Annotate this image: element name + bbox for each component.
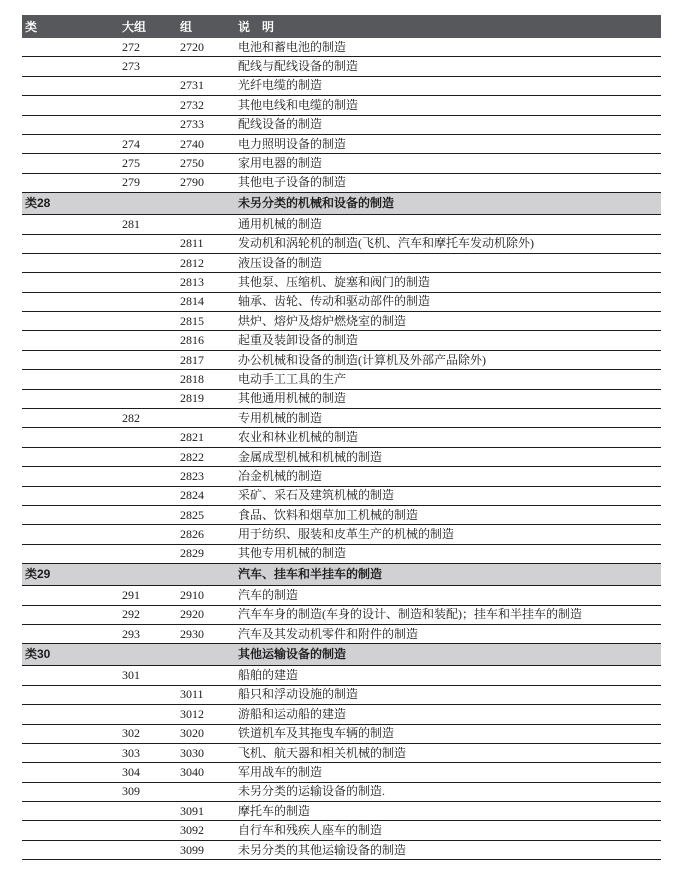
description-cell: 未另分类的其他运输设备的制造 (238, 842, 407, 857)
description-cell: 汽车车身的制造(车身的设计、制造和装配)；挂车和半挂车的制造 (238, 607, 582, 622)
table-row (22, 586, 661, 605)
header-cell-description: 说 明 (238, 20, 275, 34)
description-cell: 自行车和残疾人座车的制造 (238, 823, 383, 838)
table-row (22, 57, 661, 76)
table-row (22, 686, 661, 705)
group-cell: 3020 (180, 726, 204, 741)
group-cell: 2790 (180, 175, 204, 190)
description-cell: 其他泵、压缩机、旋塞和阀门的制造 (238, 275, 431, 289)
header-cell-division: 大组 (122, 20, 147, 34)
table-row (22, 96, 661, 115)
division-cell: 273 (122, 59, 140, 74)
description-cell: 军用战车的制造 (238, 764, 323, 779)
group-cell: 2740 (180, 136, 204, 151)
description-cell: 食品、饮料和烟草加工机械的制造 (238, 507, 419, 522)
group-cell: 2829 (180, 546, 204, 561)
group-cell: 3099 (180, 842, 204, 857)
group-cell: 2910 (180, 587, 204, 602)
table-row (22, 763, 661, 782)
group-cell: 3040 (180, 764, 204, 779)
description-cell: 专用机械的制造 (238, 410, 323, 425)
table-row (22, 625, 661, 644)
table-row (22, 116, 661, 135)
class-cell: 类28 (25, 196, 51, 211)
description-cell: 摩托车的制造 (238, 803, 311, 818)
description-cell: 其他运输设备的制造 (238, 647, 347, 662)
description-cell: 配线设备的制造 (238, 117, 323, 132)
table-row (22, 390, 661, 409)
group-cell: 2822 (180, 449, 204, 464)
description-cell: 起重及装卸设备的制造 (238, 333, 359, 348)
table-row (22, 235, 661, 254)
table-row (22, 448, 661, 467)
table-row (22, 174, 661, 193)
table-row (22, 154, 661, 173)
description-cell: 铁道机车及其拖曳车辆的制造 (238, 726, 395, 741)
division-cell: 275 (122, 156, 140, 171)
section-row (22, 564, 661, 586)
group-cell: 2824 (180, 488, 204, 503)
division-cell: 291 (122, 587, 140, 602)
group-cell: 3091 (180, 803, 204, 818)
group-cell: 2920 (180, 607, 204, 622)
description-cell: 通用机械的制造 (238, 216, 323, 231)
table-row (22, 77, 661, 96)
table-row (22, 135, 661, 154)
division-cell: 309 (122, 784, 140, 799)
table-row (22, 215, 661, 234)
group-cell: 2731 (180, 78, 204, 93)
description-cell: 汽车、挂车和半挂车的制造 (238, 567, 383, 582)
description-cell: 轴承、齿轮、传动和驱动部件的制造 (238, 294, 431, 309)
group-cell: 2826 (180, 527, 204, 542)
class-cell: 类30 (25, 647, 51, 662)
table-row (22, 606, 661, 625)
description-cell: 烘炉、熔炉及熔炉燃烧室的制造 (238, 313, 407, 328)
industry-classification-table (22, 15, 661, 860)
group-cell: 2732 (180, 97, 204, 112)
table-row (22, 293, 661, 312)
group-cell: 2825 (180, 507, 204, 522)
group-cell: 2812 (180, 255, 204, 270)
group-cell: 2823 (180, 468, 204, 483)
table-row (22, 428, 661, 447)
description-cell: 家用电器的制造 (238, 156, 323, 171)
section-row (22, 193, 661, 215)
group-cell: 2817 (180, 352, 204, 367)
description-cell: 船只和浮动设施的制造 (238, 687, 359, 702)
group-cell: 2813 (180, 275, 204, 289)
group-cell: 3030 (180, 745, 204, 760)
table-row (22, 744, 661, 763)
group-cell: 2930 (180, 626, 204, 641)
description-cell: 电池和蓄电池的制造 (238, 39, 347, 54)
description-cell: 采矿、采石及建筑机械的制造 (238, 488, 395, 503)
description-cell: 发动机和涡轮机的制造(飞机、汽车和摩托车发动机除外) (238, 236, 534, 251)
division-cell: 293 (122, 626, 140, 641)
group-cell: 2811 (180, 236, 204, 251)
division-cell: 292 (122, 607, 140, 622)
group-cell: 3092 (180, 823, 204, 838)
description-cell: 光纤电缆的制造 (238, 78, 323, 93)
group-cell: 2814 (180, 294, 204, 309)
table-row (22, 821, 661, 840)
description-cell: 其他通用机械的制造 (238, 391, 347, 406)
table-row (22, 783, 661, 802)
table-row (22, 38, 661, 57)
header-cell-group: 组 (180, 20, 193, 34)
description-cell: 农业和林业机械的制造 (238, 430, 359, 445)
division-cell: 281 (122, 216, 140, 231)
description-cell: 用于纺织、服装和皮革生产的机械的制造 (238, 527, 455, 542)
description-cell: 电力照明设备的制造 (238, 136, 347, 151)
description-cell: 液压设备的制造 (238, 255, 323, 270)
table-row (22, 802, 661, 821)
description-cell: 飞机、航天器和相关机械的制造 (238, 745, 407, 760)
table-row (22, 409, 661, 428)
table-row (22, 331, 661, 350)
description-cell: 未另分类的运输设备的制造. (238, 784, 386, 799)
group-cell: 2818 (180, 371, 204, 386)
description-cell: 办公机械和设备的制造(计算机及外部产品除外) (238, 352, 486, 367)
table-row (22, 506, 661, 525)
table-row (22, 370, 661, 389)
table-row (22, 254, 661, 273)
description-cell: 汽车及其发动机零件和附件的制造 (238, 626, 419, 641)
division-cell: 282 (122, 410, 140, 425)
group-cell: 3011 (180, 687, 204, 702)
division-cell: 302 (122, 726, 140, 741)
division-cell: 279 (122, 175, 140, 190)
group-cell: 2720 (180, 39, 204, 54)
header-cell-class: 类 (25, 20, 38, 34)
description-cell: 冶金机械的制造 (238, 468, 323, 483)
description-cell: 未另分类的机械和设备的制造 (238, 196, 395, 211)
group-cell: 3012 (180, 706, 204, 721)
table-row (22, 841, 661, 860)
group-cell: 2733 (180, 117, 204, 132)
division-cell: 303 (122, 745, 140, 760)
table-row (22, 312, 661, 331)
description-cell: 船舶的建造 (238, 668, 299, 683)
table-row (22, 487, 661, 506)
table-row (22, 666, 661, 685)
description-cell: 其他专用机械的制造 (238, 546, 347, 561)
description-cell: 汽车的制造 (238, 587, 299, 602)
section-row (22, 644, 661, 666)
table-row (22, 545, 661, 564)
description-cell: 其他电线和电缆的制造 (238, 97, 359, 112)
group-cell: 2821 (180, 430, 204, 445)
table-row (22, 467, 661, 486)
division-cell: 274 (122, 136, 140, 151)
description-cell: 金属成型机械和机械的制造 (238, 449, 383, 464)
division-cell: 301 (122, 668, 140, 683)
table-row (22, 705, 661, 724)
description-cell: 其他电子设备的制造 (238, 175, 347, 190)
table-row (22, 725, 661, 744)
table-row (22, 351, 661, 370)
class-cell: 类29 (25, 567, 51, 582)
table-header-row (22, 15, 661, 38)
group-cell: 2819 (180, 391, 204, 406)
description-cell: 游船和运动船的建造 (238, 706, 347, 721)
description-cell: 配线与配线设备的制造 (238, 59, 359, 74)
description-cell: 电动手工工具的生产 (238, 371, 347, 386)
table-row (22, 525, 661, 544)
group-cell: 2750 (180, 156, 204, 171)
table-body (22, 38, 661, 860)
group-cell: 2815 (180, 313, 204, 328)
table-row (22, 273, 661, 292)
group-cell: 2816 (180, 333, 204, 348)
division-cell: 304 (122, 764, 140, 779)
division-cell: 272 (122, 39, 140, 54)
